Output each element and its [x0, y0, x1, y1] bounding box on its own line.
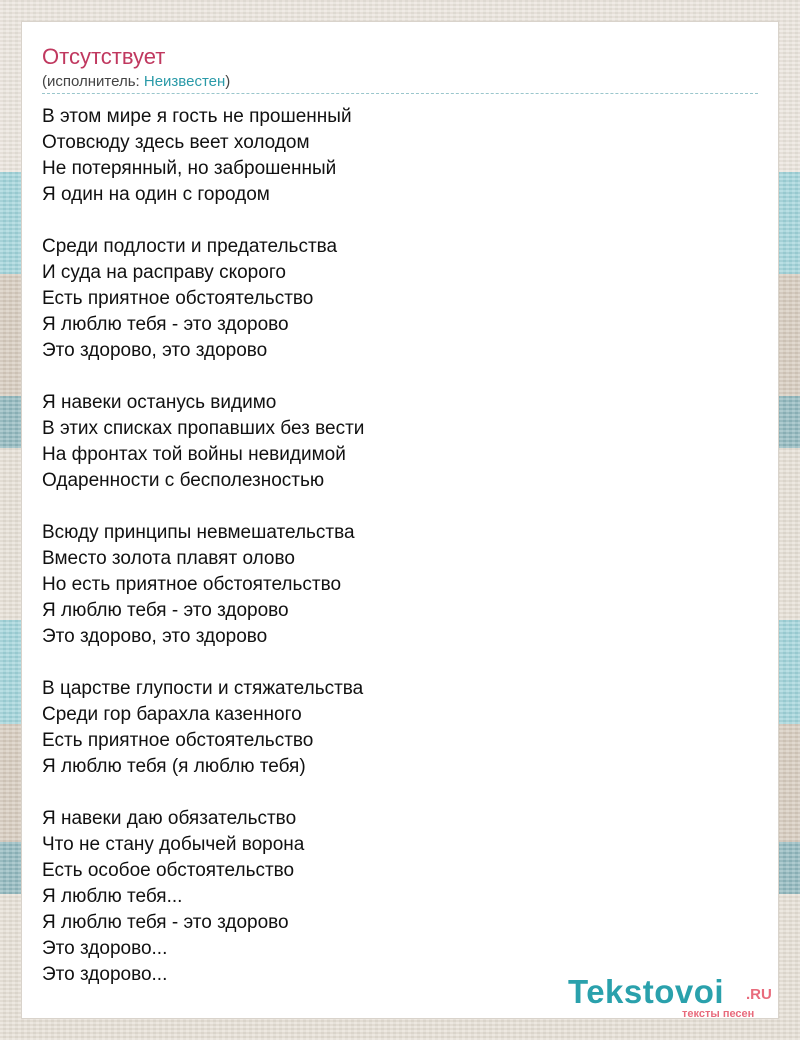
lyric-line: Среди подлости и предательства: [42, 236, 338, 257]
stanza: [42, 234, 364, 364]
lyric-line: Вместо золота плавят олово: [42, 548, 295, 569]
lyric-line: Это здорово, это здорово: [42, 626, 268, 647]
lyric-line: Это здорово...: [42, 938, 168, 959]
stanza: [42, 390, 364, 494]
performer-link[interactable]: Неизвестен: [143, 73, 226, 90]
title-divider: [42, 93, 758, 94]
stanza: [42, 104, 364, 208]
lyric-line: В царстве глупости и стяжательства: [42, 678, 364, 699]
lyric-line: Есть приятное обстоятельство: [42, 730, 314, 751]
lyric-line: Что не стану добычей ворона: [42, 834, 305, 855]
performer-suffix: ): [225, 73, 231, 90]
lyric-line: И суда на расправу скорого: [42, 262, 286, 283]
lyric-line: Я навеки останусь видимо: [42, 392, 277, 413]
lyric-line: Я один на один с городом: [42, 184, 270, 205]
lyric-line: Я люблю тебя - это здорово: [42, 314, 289, 335]
lyric-line: В этих списках пропавших без вести: [42, 418, 365, 439]
lyric-line: Я навеки даю обязательство: [42, 808, 297, 829]
song-title: Отсутствует: [42, 44, 166, 69]
lyric-line: Я люблю тебя - это здорово: [42, 600, 289, 621]
performer-prefix: (исполнитель:: [42, 73, 144, 90]
logo-tagline: тексты песен: [682, 1008, 755, 1020]
lyric-line: В этом мире я гость не прошенный: [42, 106, 352, 127]
lyric-line: Одаренности с бесполезностью: [42, 470, 325, 491]
lyric-line: На фронтах той войны невидимой: [42, 444, 346, 465]
logo-domain: .RU: [746, 986, 772, 1003]
lyrics-card: [22, 22, 778, 1018]
lyric-line: Отовсюду здесь веет холодом: [42, 132, 310, 153]
lyric-line: Есть особое обстоятельство: [42, 860, 295, 881]
stanza: [42, 520, 364, 650]
lyric-line: Среди гор барахла казенного: [42, 704, 302, 725]
stanza: [42, 676, 364, 780]
lyric-line: Это здорово, это здорово: [42, 340, 268, 361]
performer-line: [42, 72, 230, 92]
lyrics-body: [42, 104, 364, 1014]
lyric-line: Я люблю тебя - это здорово: [42, 912, 289, 933]
lyric-line: Всюду принципы невмешательства: [42, 522, 355, 543]
stanza: [42, 806, 364, 988]
lyric-line: Не потерянный, но заброшенный: [42, 158, 337, 179]
lyric-line: Но есть приятное обстоятельство: [42, 574, 342, 595]
lyric-line: Есть приятное обстоятельство: [42, 288, 314, 309]
site-logo[interactable]: [568, 972, 778, 1022]
lyric-line: Я люблю тебя (я люблю тебя): [42, 756, 306, 777]
lyric-line: Это здорово...: [42, 964, 168, 985]
lyric-line: Я люблю тебя...: [42, 886, 183, 907]
logo-wordmark: Tekstovoi: [568, 973, 725, 1010]
